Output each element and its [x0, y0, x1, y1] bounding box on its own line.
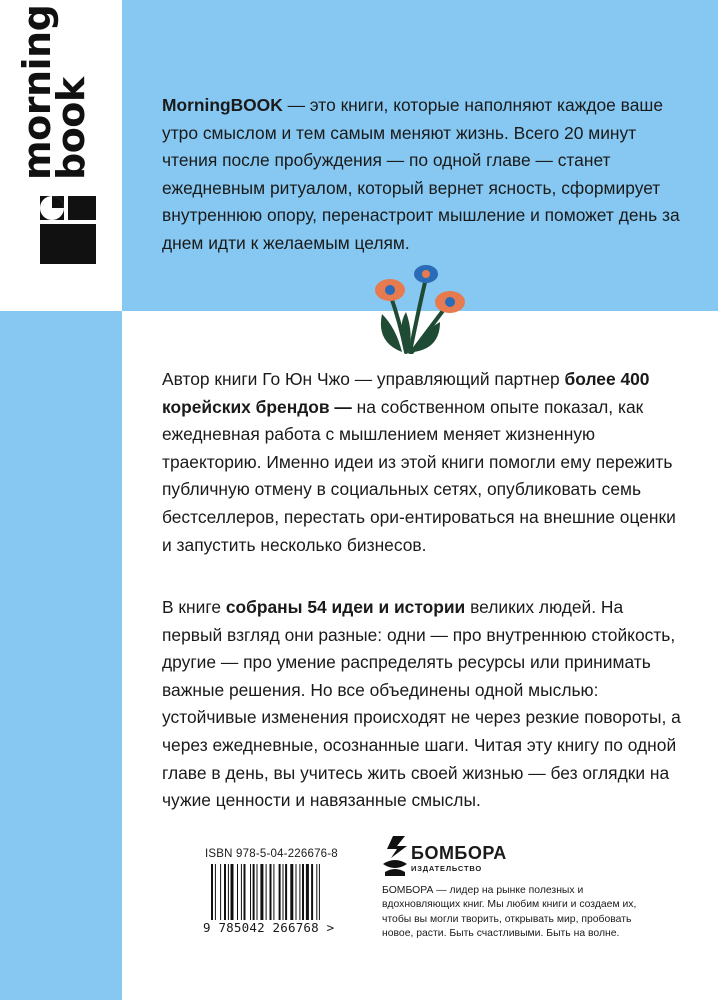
intro-text — [162, 92, 692, 258]
author-text-bold: более 400 корейских брендов — — [162, 369, 650, 417]
content-text-bold: собраны 54 идеи и истории — [225, 597, 466, 617]
isbn-label: ISBN 978-5-04-226676-8 — [205, 848, 338, 860]
barcode-bars — [211, 864, 345, 926]
morning-book-logo — [15, 4, 93, 180]
barcode-block — [203, 848, 353, 936]
publisher-name: БОМБОРА — [411, 843, 507, 863]
content-paragraph — [162, 594, 682, 815]
publisher-description: БОМБОРА — лидер на рынке полезных и вдохновляющих книг. Мы любим книги и создаем их, чтобы вы могли творить, открывать мир, пробовать новое, расти. Быть счастливыми. Быть на волне. — [382, 885, 637, 940]
morning-book-logo-icon — [40, 196, 96, 264]
author-text-2: на собственном опыте показал, как ежедневная работа с мышлением меняет жизненную траекторию. Именно идеи из этой книги помогли ему пережить публичную отмену в социальных сетях, опубликовать семь бестселлеров, перестать ори-ентироваться на внешние оценки и запустить несколько бизнесов. — [162, 396, 676, 555]
author-text-1: Автор книги Го Юн Чжо — управляющий партнер — [162, 369, 565, 389]
brand-name: MorningBOOK — [162, 95, 283, 115]
logo-line-1: morning — [15, 4, 59, 180]
content-text-1: В книге — [162, 597, 226, 617]
logo-line-2: book — [49, 77, 93, 180]
publisher-subtitle: ИЗДАТЕЛЬСТВО — [411, 864, 482, 873]
author-paragraph — [162, 366, 682, 559]
left-blue-strip — [0, 311, 122, 1000]
flowers-illustration — [366, 262, 478, 358]
barcode-digits: 9 785042 266768 > — [203, 920, 351, 935]
intro-body: — это книги, которые наполняют каждое ваше утро смыслом и тем самым меняют жизнь. Всего 20 минут чтения после пробуждения — по одной главе — станет ежедневным ритуалом, который вернет ясность, сформирует внутреннюю опору, перенастроит мышление и поможет день за днем идти к желаемым целям. — [162, 95, 680, 253]
content-text-2: великих людей. На первый взгляд они разные: одни — про внутреннюю стойкость, другие — про умение распределять ресурсы или принимать важные решения. Но все объединены одной мыслью: устойчивые изменения происходят не через резкие повороты, а через ежедневные, осознанные шаги. Читая эту книгу по одной главе в день, вы учитесь жить своей жизнью — без оглядки на чужие ценности и навязанные смыслы. — [162, 597, 681, 811]
